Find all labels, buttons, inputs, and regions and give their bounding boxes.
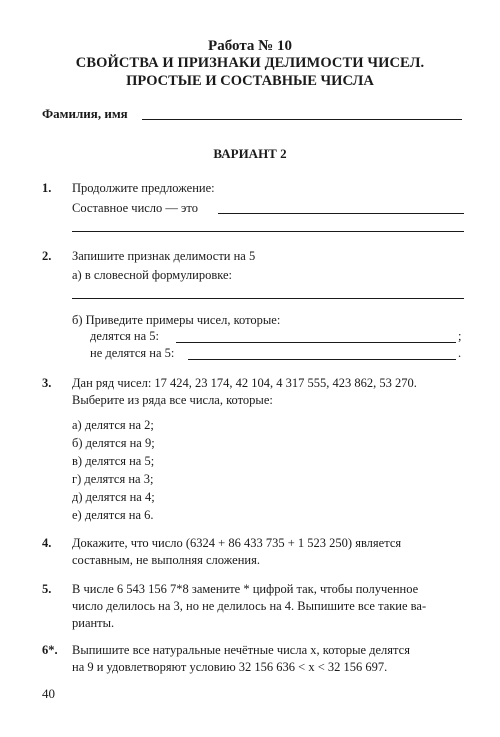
task-1-text: Продолжите предложение:: [72, 181, 215, 195]
task-3-line-1: Дан ряд чисел: 17 424, 23 174, 42 104, 4 317 555, 423 862, 53 270.: [72, 376, 417, 390]
task-5-line-2: число делилось на 3, но не делилось на 4. Выпишите все такие ва-: [72, 599, 427, 613]
task-3-item: а) делятся на 2;: [72, 418, 154, 432]
task-2-b1-label: делятся на 5:: [90, 329, 160, 343]
task-3-item: в) делятся на 5;: [72, 454, 155, 468]
task-4-line-2: составным, не выполняя сложения.: [72, 553, 260, 567]
task-3-number: 3.: [42, 376, 52, 390]
variant-heading: ВАРИАНТ 2: [213, 146, 287, 161]
task-2-text: Запишите признак делимости на 5: [72, 249, 256, 263]
task-1-prompt: Составное число — это: [72, 201, 198, 215]
title-line-1: СВОЙСТВА И ПРИЗНАКИ ДЕЛИМОСТИ ЧИСЕЛ.: [75, 55, 425, 71]
task-2-b2-answer-line[interactable]: [188, 359, 456, 360]
name-input-line[interactable]: [142, 119, 462, 120]
task-1-answer-line-1[interactable]: [218, 213, 464, 214]
task-6-line-1: Выпишите все натуральные нечётные числа x, которые делятся: [72, 643, 410, 657]
task-2-number: 2.: [42, 249, 52, 263]
task-5-number: 5.: [42, 582, 52, 596]
task-2-b1-end: ;: [458, 329, 462, 343]
task-1-number: 1.: [42, 181, 52, 195]
task-2-b2-label: не делятся на 5:: [90, 346, 175, 360]
task-6-number: 6*.: [42, 643, 58, 657]
task-2-b2-end: .: [458, 346, 462, 360]
task-6-line-2: на 9 и удовлетворяют условию 32 156 636 < x < 32 156 697.: [72, 660, 388, 674]
task-3-line-2: Выберите из ряда все числа, которые:: [72, 393, 273, 407]
task-5-line-1: В числе 6 543 156 7*8 замените * цифрой так, чтобы полученное: [72, 582, 419, 596]
task-2-b-label: б) Приведите примеры чисел, которые:: [72, 313, 281, 327]
name-label: Фамилия, имя: [42, 106, 128, 121]
work-number: Работа № 10: [208, 38, 292, 54]
title-line-2: ПРОСТЫЕ И СОСТАВНЫЕ ЧИСЛА: [126, 73, 374, 89]
task-3-item: г) делятся на 3;: [72, 472, 154, 486]
task-2-a-answer-line[interactable]: [72, 298, 464, 299]
task-3-item: д) делятся на 4;: [72, 490, 155, 504]
task-4-number: 4.: [42, 536, 52, 550]
task-3-item: е) делятся на 6.: [72, 508, 154, 522]
task-2-b1-answer-line[interactable]: [176, 342, 456, 343]
page-number: 40: [42, 686, 55, 701]
task-3-item: б) делятся на 9;: [72, 436, 155, 450]
task-1-answer-line-2[interactable]: [72, 231, 464, 232]
task-5-line-3: рианты.: [72, 616, 115, 630]
task-4-line-1: Докажите, что число (6324 + 86 433 735 + 1 523 250) является: [72, 536, 402, 550]
task-2-a-label: а) в словесной формулировке:: [72, 268, 233, 282]
